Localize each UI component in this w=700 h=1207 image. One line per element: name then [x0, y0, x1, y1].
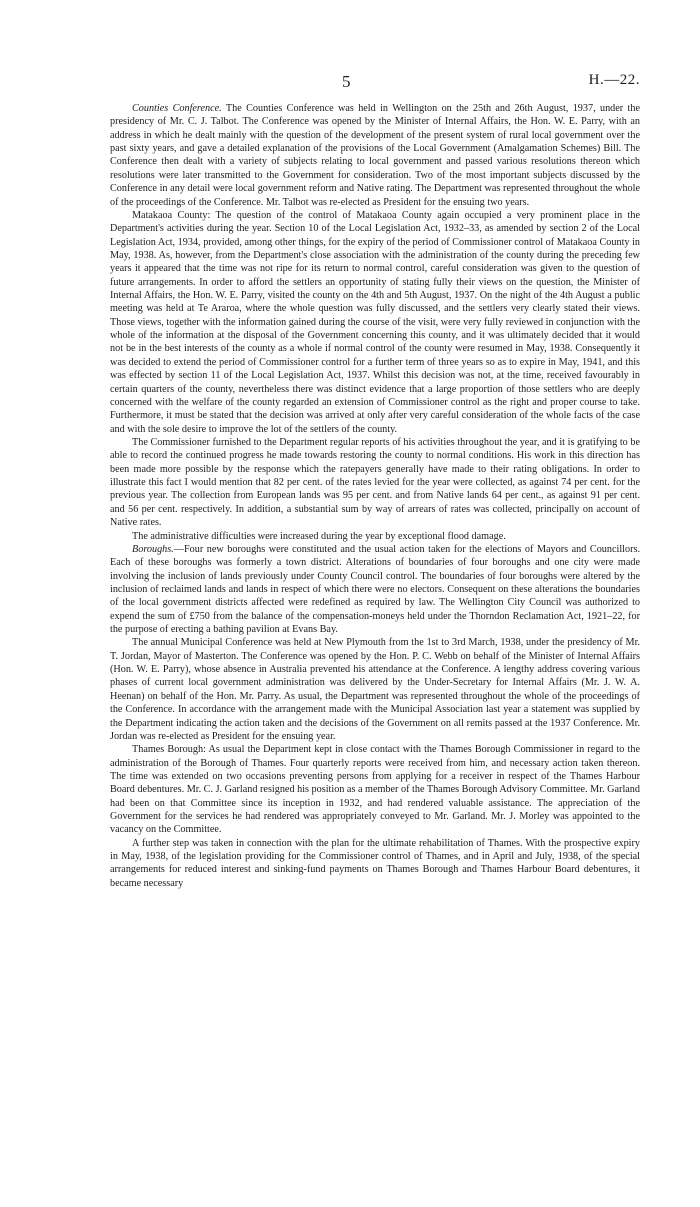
paragraph-lead: Counties Conference. — [132, 103, 222, 114]
paragraph-text: The administrative difficulties were increased during the year by exceptional flood damage. — [132, 530, 506, 542]
paragraph-text: The annual Municipal Conference was held at New Plymouth from the 1st to 3rd March, 1938, under the presidency of Mr. T. Jordan, Mayor of Masterton. The Conference was opened by the Hon. P. C. Webb on behalf of the Minister of Internal Affairs (Hon. W. E. Parry), whose absence in Australia prevented his attendance at the Conference. A lengthy address covering various phases of current local government administration was delivered by the Under-Secretary for Internal Affairs (Mr. J. W. A. Heenan) on behalf of the Hon. Mr. Parry. As usual, the Department was represented throughout the whole of the proceedings of the Conference. In accordance with the arrangement made with the Municipal Association last year a statement was supplied by the Department indicating the action taken and the decisions of the Government on all remits passed at the 1937 Conference. Mr. Jordan was re-elected as President for the ensuing year. — [110, 637, 640, 742]
paragraph-municipal-conference — [110, 636, 640, 743]
paragraph-text: The Commissioner furnished to the Department regular reports of his activities throughout the year, and it is gratifying to be able to record the continued progress he made towards restoring the county to normal conditions. His work in this direction has been made more possible by the response which the ratepayers generally have made to their rating obligations. In order to illustrate this fact I would mention that 82 per cent. of the rates levied for the year were collected, as against 74 per cent. for the previous year. The collection from European lands was 95 per cent. and from Native lands 64 per cent., as against 91 per cent. and 56 per cent. respectively. In addition, a substantial sum by way of arrears of rates was collected, principally on account of Native rates. — [110, 436, 640, 529]
paragraph-commissioner-reports — [110, 436, 640, 530]
paragraph-thames-rehabilitation — [110, 837, 640, 890]
document-reference: H.—22. — [588, 72, 640, 88]
paragraph-matakaoa-county — [110, 209, 640, 436]
document-page — [110, 72, 640, 890]
page-header — [110, 72, 640, 96]
paragraph-thames-borough — [110, 743, 640, 837]
paragraph-text: Thames Borough: As usual the Department kept in close contact with the Thames Borough Commissioner in regard to the administration of the Borough of Thames. Four quarterly reports were received from him, and necessary action taken thereon. The time was extended on two occasions preventing persons from applying for a receiver in respect of the Thames Harbour Board debentures. Mr. C. J. Garland resigned his position as a member of the Thames Borough Advisory Committee. Mr. Garland had been on that Committee since its inception in 1932, and had rendered valuable assistance. The appreciation of the Government for the services he had rendered was appropriately conveyed to Mr. Garland. Mr. J. Morley was appointed to the vacancy on the Committee. — [110, 744, 640, 836]
paragraph-counties-conference — [110, 102, 640, 209]
body-text — [110, 102, 640, 890]
paragraph-lead: Boroughs. — [132, 543, 174, 555]
paragraph-boroughs — [110, 543, 640, 637]
paragraph-text: A further step was taken in connection with the plan for the ultimate rehabilitation of Thames. With the prospective expiry in May, 1938, of the legislation providing for the Commissioner control of Thames, and in April and July, 1938, of the special arrangements for reduced interest and sinking-fund payments on Thames Borough and Thames Harbour Board debentures, it became necessary — [110, 837, 640, 889]
page-number: 5 — [342, 72, 351, 91]
paragraph-flood-damage — [110, 530, 640, 543]
paragraph-text: Matakaoa County: The question of the control of Matakaoa County again occupied a very prominent place in the Department's activities during the year. Section 10 of the Local Legislation Act, 1932–33, as amended by section 2 of the Local Legislation Act, 1934, provided, among other things, for the expiry of the period of Commissioner control of Matakaoa County in May, 1938. As, however, from the Department's close association with the administration of the county during the preceding few years it appeared that the time was not ripe for its return to normal control, careful consideration was given to the question of future arrangements. In order to afford the settlers an opportunity of stating fully their views on the question, the Minister of Internal Affairs, the Hon. W. E. Parry, visited the county on the 4th and 5th August, 1937. On the night of the 4th August a public meeting was held at Te Araroa, where the whole question was fully discussed, and the settlers very clearly stated their views. Those views, together with the information gained during the course of the visit, were very fully reviewed in conjunction with the whole of the information at the disposal of the Government concerning this county, and it was ultimately decided that it would not be in the best interests of the county as a whole if normal control of the county were resumed in May, 1938. Consequently it was decided to extend the period of Commissioner control for a further term of three years so as to expire in May, 1941, and this was effected by section 11 of the Local Legislation Act, 1937. Whilst this decision was not, at the time, received favourably in certain quarters of the county, nevertheless there was distinct evidence that a large proportion of those settlers who are deeply concerned with the welfare of the county regarded an extension of Commissioner control as the right and proper course to take. Furthermore, it must be stated that the decision was arrived at only after very careful consideration of the whole facts of the case and with the sole desire to improve the lot of the settlers of the county. — [110, 209, 640, 435]
paragraph-text: —Four new boroughs were constituted and the usual action taken for the elections of Mayors and Councillors. Each of these boroughs was formerly a town district. Alterations of boundaries of four boroughs and one city were made involving the inclusion of lands previously under County Council control. The boundaries of four boroughs were altered by the inclusion of reclaimed lands and lands in respect of which there were no electors. Consequent on these alterations the boundaries of the local government districts affected were redefined as required by law. The Wellington City Council was authorized to expend the sum of £750 from the balance of the compensation-moneys held under the Thorndon Reclamation Act, 1921–22, for the purpose of erecting a bathing pavilion at Evans Bay. — [110, 543, 640, 636]
paragraph-text: The Counties Conference was held in Wellington on the 25th and 26th August, 1937, under the presidency of Mr. C. J. Talbot. The Conference was opened by the Minister of Internal Affairs, the Hon. W. E. Parry, with an address in which he dealt mainly with the question of the development of the present system of rural local government over the past sixty years, and gave a detailed explanation of the provisions of the Local Government (Amalgamation Schemes) Bill. The Conference then dealt with a variety of subjects relating to local government and passed various resolutions thereon which resolutions were later transmitted to the Government for consideration. Two of the most important subjects discussed by the Conference in any detail were local government reform and Native rating. The Department was represented throughout the whole of the proceedings of the Conference. Mr. Talbot was re-elected as President for the ensuing two years. — [110, 103, 640, 208]
